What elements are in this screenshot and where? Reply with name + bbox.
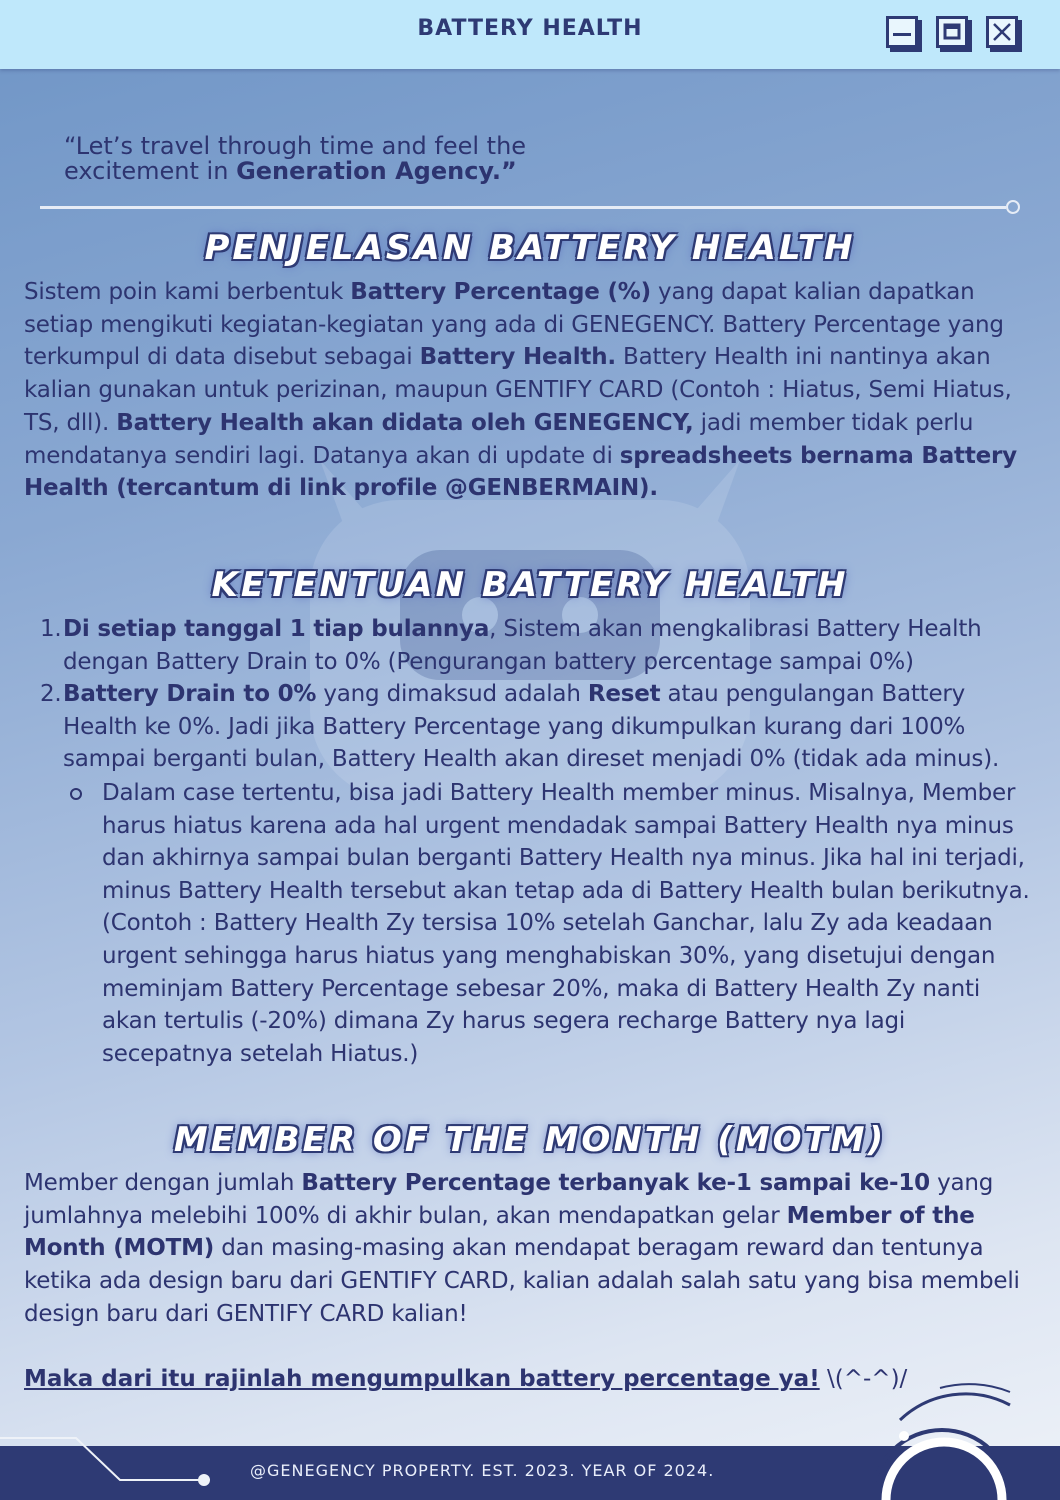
close-button[interactable] bbox=[986, 16, 1018, 48]
sub-list-item bbox=[24, 777, 1038, 1070]
minimize-icon bbox=[889, 19, 915, 45]
section-body-penjelasan bbox=[24, 276, 1038, 505]
footer-text: @GENEGENCY PROPERTY. EST. 2023. YEAR OF 2024. bbox=[250, 1461, 715, 1480]
quote-line-2-prefix: excitement in bbox=[64, 157, 237, 185]
text-run: atau pengulangan Battery Health ke 0%. Jadi jika Battery Percentage yang dikumpulkan kurang dari 100% sampai berganti bulan, Battery Health akan direset menjadi 0% (tidak ada minus). bbox=[63, 681, 1000, 773]
section-title-penjelasan: PENJELASAN BATTERY HEALTH bbox=[204, 228, 856, 268]
tech-decoration-icon bbox=[0, 1370, 1060, 1500]
cta-emoticon: \(^-^)/ bbox=[819, 1366, 908, 1392]
header-divider bbox=[40, 205, 1020, 211]
maximize-icon bbox=[939, 19, 965, 45]
list-item bbox=[24, 613, 1038, 678]
quote-line-2 bbox=[64, 159, 664, 184]
list-number: 1. bbox=[40, 616, 62, 642]
section-title-motm: MEMBER OF THE MONTH (MOTM) bbox=[173, 1120, 887, 1160]
cta-link[interactable]: Maka dari itu rajinlah mengumpulkan battery percentage ya! bbox=[24, 1366, 820, 1392]
bold-run: Di setiap tanggal 1 tiap bulannya bbox=[63, 616, 490, 642]
bold-run: Battery Health akan didata oleh GENEGENCY, bbox=[116, 409, 694, 436]
bold-run: spreadsheets bernama Battery Health (tercantum di link profile @GENBERMAIN). bbox=[24, 442, 1017, 502]
bold-run: Battery Health. bbox=[419, 344, 616, 371]
text-run: yang dapat kalian dapatkan setiap mengikuti kegiatan-kegiatan yang ada di GENEGENCY. Battery Percentage yang terkumpul di data disebut sebagai bbox=[24, 279, 1004, 371]
text-run: Dalam case tertentu, bisa jadi Battery Health member minus. Misalnya, Member harus hiatus karena ada hal urgent mendadak sampai Battery Health nya minus dan akhirnya sampai bulan berganti Battery Health nya minus. Jika hal ini terjadi, minus Battery Health tersebut akan tetap ada di Battery Health bulan berikutnya. (Contoh : Battery Health Zy tersisa 10% setelah Ganchar, lalu Zy ada keadaan urgent sehingga harus hiatus yang menghabiskan 30%, yang disetujui dengan meminjam Battery Percentage sebesar 20%, maka di Battery Health Zy nanti akan tertulis (-20%) dimana Zy harus segera recharge Battery nya lagi secepatnya setelah Hiatus.) bbox=[102, 779, 1030, 1067]
text-run: jadi member tidak perlu mendatanya sendiri lagi. Datanya akan di update di bbox=[24, 409, 974, 469]
divider-end-dot-icon bbox=[1006, 200, 1020, 214]
text-run: yang dimaksud adalah bbox=[316, 681, 588, 708]
text-run: Sistem poin kami berbentuk bbox=[24, 279, 351, 305]
text-run: yang jumlahnya melebihi 100% di akhir bulan, akan mendapatkan gelar bbox=[24, 1170, 994, 1229]
bold-run: Battery Drain to 0% bbox=[63, 681, 317, 708]
list-item bbox=[24, 678, 1038, 776]
window-titlebar bbox=[0, 0, 1060, 69]
section-title-ketentuan: KETENTUAN BATTERY HEALTH bbox=[211, 565, 849, 605]
text-run: Battery Health ini nantinya akan kalian gunakan untuk perizinan, maupun GENTIFY CARD (Contoh : Hiatus, Semi Hiatus, TS, dll). bbox=[24, 344, 1012, 436]
close-icon bbox=[989, 19, 1015, 45]
minimize-button[interactable] bbox=[886, 16, 918, 48]
section-body-motm bbox=[24, 1167, 1038, 1331]
quote-line-1: “Let’s travel through time and feel the bbox=[64, 132, 527, 160]
circle-bullet-icon bbox=[70, 788, 82, 800]
bold-run: Reset bbox=[587, 681, 661, 708]
text-run: , Sistem akan mengkalibrasi Battery Health dengan Battery Drain to 0% (Pengurangan battery percentage sampai 0%) bbox=[63, 616, 982, 675]
quote-line-2-bold: Generation Agency.” bbox=[236, 157, 517, 185]
text-run: Member dengan jumlah bbox=[24, 1170, 302, 1196]
maximize-button[interactable] bbox=[936, 16, 968, 48]
rules-list bbox=[24, 613, 1038, 1070]
text-run: dan masing-masing akan mendapat beragam reward dan tentunya ketika ada design baru dari GENTIFY CARD, kalian adalah salah satu yang bisa membeli design baru dari GENTIFY CARD kalian! bbox=[24, 1235, 1020, 1327]
bold-run: Member of the Month (MOTM) bbox=[24, 1202, 975, 1262]
tagline-quote bbox=[64, 134, 664, 184]
divider-line bbox=[40, 206, 1006, 209]
bold-run: Battery Percentage (%) bbox=[350, 279, 651, 305]
window-title: BATTERY HEALTH bbox=[417, 16, 643, 41]
list-number: 2. bbox=[40, 681, 62, 708]
bold-run: Battery Percentage terbanyak ke-1 sampai ke-10 bbox=[301, 1170, 930, 1196]
